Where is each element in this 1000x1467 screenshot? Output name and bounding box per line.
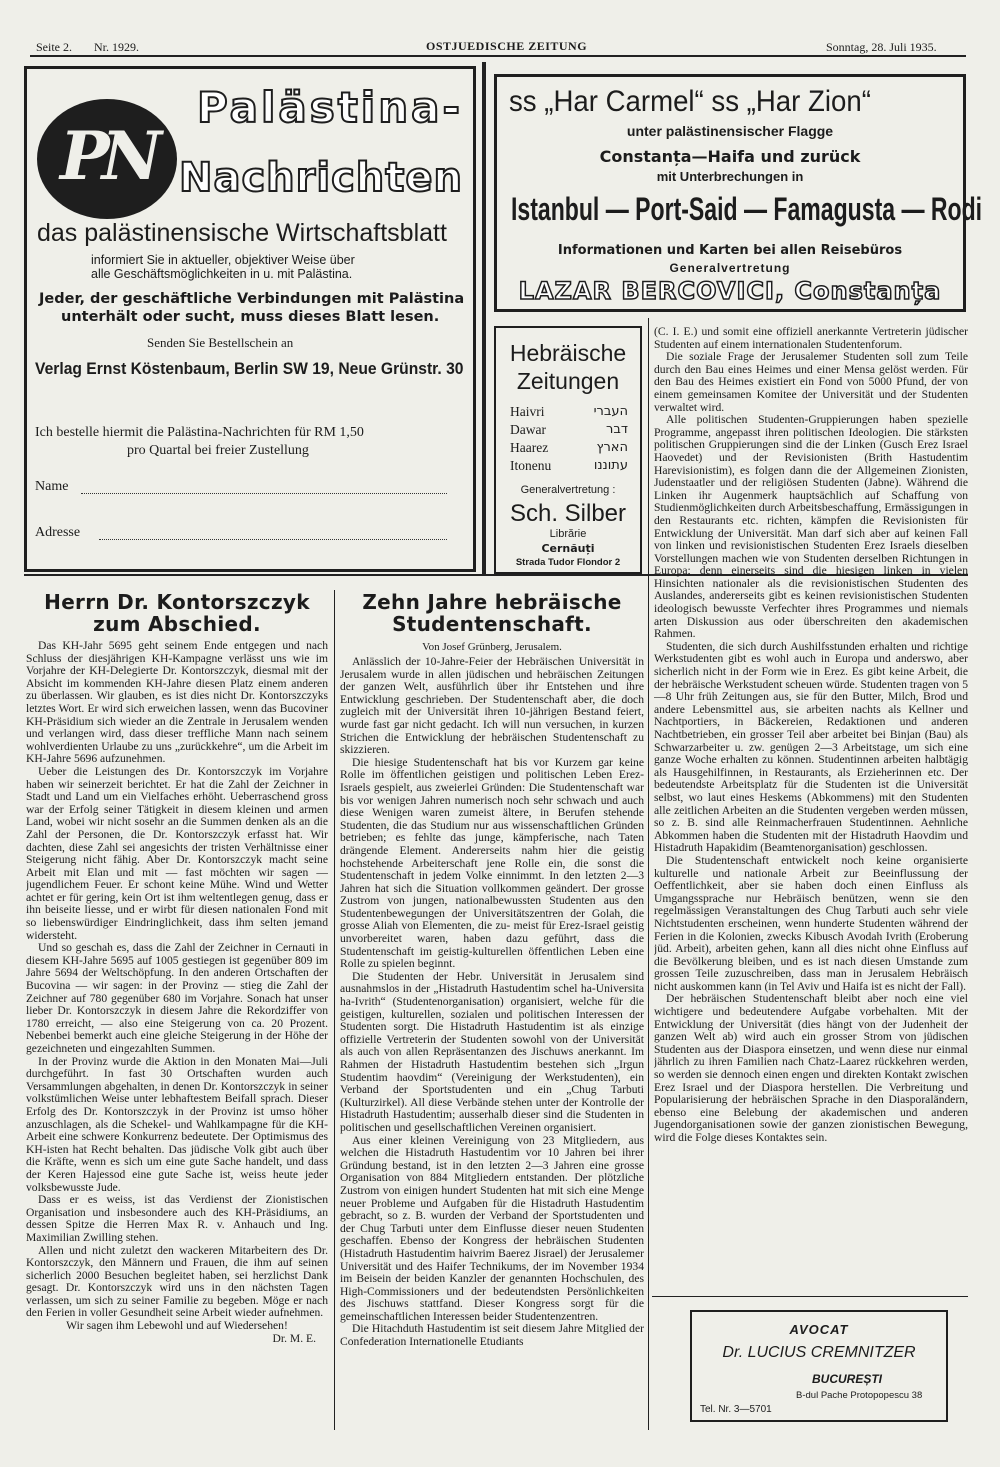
lawyer-ad [690, 1310, 948, 1422]
hebrew-papers-agent: Sch. Silber [509, 500, 627, 527]
paper-hebrew-3: הארץ [596, 440, 628, 455]
article1-paragraph: Das KH-Jahr 5695 geht seinem Ende entgegen und nach Schluss der diesjährigen KH-Kampagne verlässt uns wie im Vorjahre der KH-Delegierte Dr. Kontorszczyk, diesmal mit der Absicht im kommenden KH-Jahre diesen Platz einem anderen zu überlassen. Wir glauben, es ist dies nicht Dr. Kontorszczyks letztes Wort. Er wird sich erweichen lassen, wenn das Bucoviner KH-Präsidium sich wieder an die Zentrale in Jerusalem wenden und verlangen wird, dass dieser treffliche Mann nach seinem wohlverdienten Urlaube zu uns „zurückkehre“, um die Arbeit im KH-Jahre 5696 aufzunehmen. [26, 640, 328, 766]
article2-title-2: Studentenschaft. [392, 612, 592, 636]
paper-hebrew-4: עתוננו [593, 458, 628, 473]
ship-agent: LAZAR BERCOVICI, Constanța [518, 277, 942, 305]
article1-paragraph: Allen und nicht zuletzt den wackeren Mitarbeitern des Dr. Kontorszczyk, den Männern und Frauen, die ihm auf seinen sicherlich 2000 Besuchen begleitet haben, sei herzlichst Dank gesagt. Dr. Kontorszczyk wird uns in den nächsten Tagen verlassen, um sich zu seiner Familie zu begeben. Möge er nach den Ferien in voller Gesundheit seine Arbeit wieder aufnehmen. [26, 1243, 328, 1320]
paper-latin-4: Itonenu [510, 458, 552, 473]
article2-paragraph: Die hiesige Studentenschaft hat bis vor Kurzem gar keine Rolle im öffentlichen geistigen und politischen Leben Erez-Israels gespielt, aus zweierlei Gründen: Die Studentenschaft war bis vor wenigen Jahren numerisch noch sehr schwach und auch diese Wenigen waren zumeist ältere, in Berufen stehende Studenten, die das Studium nur aus wissenschaftlichen Gründen betrieben; es fehlte das junge, kämpferische, nach Taten drängende Element. Andererseits nahm hier die geistig hochstehende Arbeiterschaft jene Rolle ein, die sonst die Studentenschaft in jedem Volke einnimmt. In den letzten 2—3 Jahren hat sich die Situation vollkommen geändert. Der grosse Zustrom von jungen, nationalbewussten Studenten aus den Studentenbewegungen der Universitätszentren der Golah, die grosse Aliah von Elementen, die zu- meist für Erez-Israel geistig unvorbereitet waren, haben dazu geführt, dass die Studentenschaft im geistig-kulturellen öffentlichen Leben eine Rolle zu spielen beginnt. [340, 755, 644, 971]
hebrew-papers-ad [494, 326, 642, 574]
pn-info-1: informiert Sie in aktueller, objektiver Weise über [91, 253, 355, 267]
pn-send: Senden Sie Bestellschein an [147, 335, 294, 350]
article2-paragraph: Die Studenten der Hebr. Universität in Jerusalem sind ausnahmslos in der „Histadruth Hastudentim schel ha-Universita ha-Ivrith“ (Studentenorganisation) organisiert, welche für die geistigen, kulturellen, sozialen und politischen Interessen der Studenten sorgt. Die Histadruth Hastudentim ist als einzige offizielle Vertreterin der Studenten sowohl von der Universität als auch von allen Repräsentanzen des Jischuws anerkannt. Im Rahmen der Histadruth Hastudentim bestehen sich „Irgun Studentim haovdim“ (Vereinigung der Werkstudenten), ein Verband der Sportstudenten und ein „Chug Tarbuti (Kulturzirkel). All diese Verbände stehen unter der Kontrolle der Histadruth Hastudentim; ausserhalb dieser sind die Studenten in politischen und gesellschaftlichen Vereinen organisiert. [340, 969, 644, 1134]
pn-order-2: pro Quartal bei freier Zustellung [127, 443, 309, 458]
lawyer-title: AVOCAT [789, 1322, 849, 1337]
article2-cont-paragraph: Die soziale Frage der Jerusalemer Studenten soll zum Teile durch den Bau eines Heimes und einer Mensa gelöst werden. Für den Bau des Heimes existiert ein Fond von 5000 Pfund, der von einem gemeinsamen Komitee der Universität und der Studenten verwaltet wird. [654, 350, 968, 414]
paper-latin-1: Haivri [510, 404, 545, 419]
header-rule [30, 55, 966, 57]
lawyer-phone: Tel. Nr. 3—5701 [700, 1404, 772, 1415]
pn-name-field[interactable] [81, 493, 447, 494]
article1-title-1: Herrn Dr. Kontorszczyk [44, 590, 310, 614]
column-rule-2 [648, 318, 649, 1430]
pn-publisher: Verlag Ernst Köstenbaum, Berlin SW 19, Neue Grünstr. 30 [35, 359, 464, 378]
article2-paragraph: Anlässlich der 10-Jahre-Feier der Hebräischen Universität in Jerusalem wurde in allen jüdischen und hebräischen Zeitungen der ganzen Welt, ausführlich über ihr Entstehen und ihre Entwicklung geschrieben. Der Studentenschaft aber, die doch zugleich mit der Universität ihren 10-jährigen Bestand feiert, wurde fast gar nicht gedacht. Ich will nun versuchen, in kurzen Strichen die Entwicklung der hebräischen Studentenschaft zu skizzieren. [340, 656, 644, 757]
newspaper-name: OSTJUEDISCHE ZEITUNG [426, 39, 588, 53]
article2-byline: Von Josef Grünberg, Jerusalem. [422, 641, 562, 653]
lawyer-address: B-dul Pache Protopopescu 38 [796, 1390, 923, 1401]
pn-info-2: alle Geschäftsmöglichkeiten in u. mit Palästina. [91, 267, 353, 281]
article1-paragraph: Ueber die Leistungen des Dr. Kontorszczyk im Vorjahre haben wir seinerzeit berichtet. Er hat die Zahl der Zeichner in Stadt und Land um ein Vielfaches erhöht. Ueberraschend gross war der Erfolg seiner Tätigkeit in diesem kleinen und armen Land, wobei wir nicht sosehr an die Summen denken als an die Zahl der Personen, die Dr. Kontorszczyk erfasst hat. Wir dachten, diese Zahl sei angesichts der tristen Verhältnisse einer Steigerung nicht fähig. Aber Dr. Kontorszczyk macht seine Arbeit mit Elan und mit — fast möchten wir sagen — jugendlichem Feuer. Er schont keine Mühe. Wind und Wetter achtet er für gering, kein Ort ist ihm weltentlegen genug, dass er ihn beiseite liesse, und er wirbt für diesen nationalen Fond mit so liebenswürdiger Eindringlichkeit, dass ihm selten jemand widersteht. [26, 764, 328, 942]
ship-ad [494, 74, 983, 312]
paper-hebrew-1: העברי [593, 404, 628, 419]
lawyer-city: BUCUREȘTI [812, 1372, 883, 1386]
article2-cont-paragraph: Alle politischen Studenten-Gruppierungen haben spezielle Programme, angepasst ihren politischen Ideologien. Die stärksten politischen Gruppierungen sind die der Linken (Gusch Erez Israel Haovedet) und der Revisionisten (Brith Hastudentim Harevisionistim), es folgen dann die der Allgemeinen Zionisten, Judenstaatler und der religiösen Studenten (Jabne). Während die Linken ihr Augenmerk hauptsächlich auf Schaffung von Studienmöglichkeiten durch Arbeitsbeschaffung, Ermässigungen in den Restaurants etc. richten, kämpfen die Revisionisten für Entwicklung der Universität. Man darf sich aber auf keinen Fall von linken und revisionistischen Studenten Erez Israels dieselben Vorstellungen machen wie von Studenten derselben Richtungen in Europa; denn einerseits sind die hiesigen linken in vielen Hinsichten nationaler als die revisionistischen Studenten des Auslandes, andererseits gibt es keinen revisionistischen Studenten ideologisch bewusste Verfechter ihres Programmes und niemals arten Diskussion aus oder überschreiten den akademischen Rahmen. [654, 413, 968, 641]
article1-title-2: zum Abschied. [93, 612, 261, 636]
hebrew-papers-title-2: Zeitungen [516, 368, 620, 394]
hebrew-papers-general: Generalvertretung : [520, 484, 616, 496]
article2-continuation [654, 326, 968, 1286]
pn-subtitle: das palästinensische Wirtschaftsblatt [37, 219, 447, 247]
lawyer-top-rule [652, 1296, 968, 1297]
paper-latin-3: Haarez [510, 440, 549, 455]
pn-order-1: Ich bestelle hiermit die Palästina-Nachrichten für RM 1,50 [35, 425, 364, 440]
lawyer-name: Dr. LUCIUS CREMNITZER [722, 1344, 916, 1361]
ship-info: Informationen und Karten bei allen Reisebüros [557, 243, 903, 258]
article2-cont-paragraph: Der hebräischen Studentenschaft bleibt aber noch eine viel wichtigere und bedeutendere Aufgabe vorbehalten. Mit der Entwicklung der Universität (dies hängt von der Judenheit der ganzen Welt ab) wird auch ein grosser Strom von jüdischen Studenten aus der Diaspora einsetzen, und wenn diese nur einmal jährlich zu ihren Familien nach Chatz-Laarez rückkehren werden, so werden sie dennoch einen engen und direkten Kontakt zwischen Erez Israel und der Diaspora herstellen. Die Verbreitung und Popularisierung der hebräischen Sprache in den Diasporaländern, ebenso eine Belebung der akademischen und anderen Jugendorganisationen sowie der ganzen zionistischen Bewegung, wird die Folge dieses Kontaktes sein. [654, 992, 968, 1144]
pn-ad [24, 66, 476, 572]
issue-number: Nr. 1929. [94, 40, 139, 54]
article2-cont-paragraph: Studenten, die sich durch Aushilfsstunden erhalten und richtige Werkstudenten gibt es wohl auch in Europa und anderswo, aber sicherlich nicht in der Form wie in Erez. Es gibt keine Arbeit, die der hebräische Werkstudent scheuen würde. Studenten tragen von 5—8 Uhr früh Zeitungen aus, sie für den Butter, Milch, Brod und andere Lebensmittel aus, sie arbeiten nachts als Kellner und Nachtportiers, in Bäckereien, Redaktionen und anderen Nachtbetrieben, ein grosser Teil aber arbeitet bei Binjan (Bau) als Schwarzarbeiter u. zw. genügen 2—3 Arbeitstage, um sich eine ganze Woche erhalten zu können. Studentinnen arbeiten halbtägig als Hausgehilfinnen, in Restaurants, als Erzieherinnen etc. Der bedeutendste Arbeitsplatz für die Studenten ist die Universität selbst, wo laut eines Heskems (Abkommens) mit den Studenten alle zeitlichen Arbeiten an die Studenten vergeben werden müssen, so z. B. sind alle Reinmacherfrauen Studentinnen. Aehnliche Abkommen haben die Studenten mit der Histadruth Haovdim und Histadruth Hapakidim (Beamtenorganisation) geschlossen. [654, 639, 968, 855]
article2-paragraph: Aus einer kleinen Vereinigung von 23 Mitgliedern, aus welchen die Histadruth Hastudentim vor 10 Jahren bei ihrer Gründung bestand, ist in den letzten 2—3 Jahren eine grosse Organisation von 884 Mitgliedern entstanden. Der plötzliche Zustrom von einigen hundert Studenten hat mit sich eine Menge neuer Probleme und Aufgaben für die Histadruth Hastudentim gebracht, so z. B. wurden der Verband der Sportstudenten und der Chug Tarbuti unter dem Einflusse dieser neuen Studenten geschaffen. Ebenso der Kongress der hebräischen Studenten (Histadruth Hastudentim haivrim Baerez Jisrael) der Jerusalemer Universität und des Haifer Technikums, der im November 1934 im Beisein der beiden Kanzler der genannten Hochschulen, des High-Commissioners und der bedeutendsten Persönlichkeiten des Jischuws stattfand. Dieser Kongress sorgt für die gemeinschaftlichen Interessen beider Studentenzentren. [340, 1133, 644, 1323]
pn-logo [37, 99, 177, 219]
ship-flag: unter palästinensischer Flagge [626, 123, 834, 139]
hebrew-papers-street: Strada Tudor Flondor 2 [515, 557, 621, 568]
hebrew-papers-city: Cernăuți [541, 542, 595, 555]
article2-paragraph: Die Hitachduth Hastudentim ist seit diesem Jahre Mitglied der Confederation Internationelle Etudiants [340, 1322, 644, 1349]
hebrew-papers-title-1: Hebräische [509, 340, 627, 366]
page-number: Seite 2. [36, 40, 72, 54]
pn-address-field[interactable] [99, 539, 447, 540]
ship-ports: Istanbul — Port-Said — Famagusta — Rodi [511, 191, 983, 227]
article1-paragraph: Wir sagen ihm Lebewohl und auf Wiedersehen! [66, 1319, 288, 1333]
article1-paragraph: Dass er es weiss, ist das Verdienst der Zionistischen Organisation und insbesondere auch des KH-Präsidiums, an dessen Spitze die Herren Max R. v. Anhauch und Ing. Maximilian Zwilling stehen. [26, 1193, 328, 1244]
paper-latin-2: Dawar [510, 422, 546, 437]
pn-slogan-2: unterhält oder sucht, muss dieses Blatt lesen. [61, 309, 440, 325]
pn-address-label: Adresse [35, 525, 81, 540]
article1-signature: Dr. M. E. [272, 1331, 316, 1345]
pn-logo-text: PN [60, 117, 154, 195]
pn-title-1: Palästina- [197, 83, 463, 132]
ads-column-rule [482, 62, 486, 576]
ship-route: Constanța—Haifa und zurück [599, 147, 861, 166]
article2-cont-paragraph: Die Studentenschaft entwickelt noch keine organisierte kulturelle und nationale Arbeit zur Beeinflussung der Oeffentlichkeit, aber sie haben doch einen Einfluss als Umgangssprache nur Hebräisch benützen, wenn sie den regelmässigen Veranstaltungen des Chug Tarbuti auch sehr viele Nichtstudenten erscheinen, wenn hunderte Studenten während der Ferien in die Kolonien, zwecks Kibusch Avodah Ivrith (Eroberung jüd. Arbeit), arbeiten gehen, kann all dies nicht ohne Einfluss auf die Bevölkerung bleiben, und es ist nach diesen Umstande zum grossen Teile zuzuschreiben, dass man in Jerusalem Hebräisch nicht auskommen kann (in Tel Aviv und Haifa ist es nicht der Fall). [654, 853, 968, 993]
article1-paragraph: Und so geschah es, dass die Zahl der Zeichner in Cernauti in diesem KH-Jahre 5695 auf 1005 gestiegen ist gegenüber 809 im Jahre 5694 der Weltschöpfung. In den anderen Ortschaften der Bucovina — wir sagen: in der Provinz — stieg die Zahl der Zeichner auf 780 gegenüber 680 im Vorjahre. Sonach hat unser lieber Dr. Kontorszczyk in diesem Jahre die Rekordziffer von 1780 erreicht, — also eine Steigerung von ca. 20 Prozent. Nebenbei bemerkt auch eine gleiche Steigerung in der Höhe der gezeichneten und eingezahlten Summen. [26, 941, 328, 1055]
issue-date: Sonntag, 28. Juli 1935. [826, 40, 937, 54]
pn-title-2: Nachrichten [179, 155, 464, 201]
ship-general: Generalvertretung [669, 261, 791, 275]
ship-title: ss „Har Carmel“ ss „Har Zion“ [509, 85, 871, 118]
ship-stops: mit Unterbrechungen in [656, 169, 804, 184]
hebrew-papers-shop: Librărie [549, 528, 587, 540]
article1-body [26, 640, 328, 1418]
pn-slogan-1: Jeder, der geschäftliche Verbindungen mit Palästina [39, 291, 465, 307]
pn-name-label: Name [35, 479, 69, 494]
paper-hebrew-2: דבר [606, 422, 628, 437]
article2-title-1: Zehn Jahre hebräische [362, 590, 622, 614]
column-rule-1 [334, 590, 335, 1430]
article2-body [340, 656, 644, 1432]
article2-cont-paragraph: (C. I. E.) und somit eine offiziell anerkannte Vertreterin jüdischer Studenten auf einem internationalen Studentenforum. [654, 326, 968, 351]
article1-paragraph: In der Provinz wurde die Aktion in den Monaten Mai—Juli durchgeführt. In fast 30 Ortschaften wurden auch Versammlungen abgehalten, in denen Dr. Kontorszczyk in seiner volkstümlichen Weise unter lebhaftestem Beifall sprach. Dieser Erfolg des Dr. Kontorszczyk in der Provinz ist umso höher anzuschlagen, als die Schekel- und Wahlkampagne für die KH-Arbeit eine schwere Konkurrenz bedeutete. Der Optimismus des KH-isten hat Recht behalten. Das jüdische Volk gibt auch über die Kräfte, wenn es sich um eine gute Sache handelt, und dass der Keren Hajessod eine gute Sache ist, weiss heute jeder volksbewusste Jude. [26, 1054, 328, 1194]
